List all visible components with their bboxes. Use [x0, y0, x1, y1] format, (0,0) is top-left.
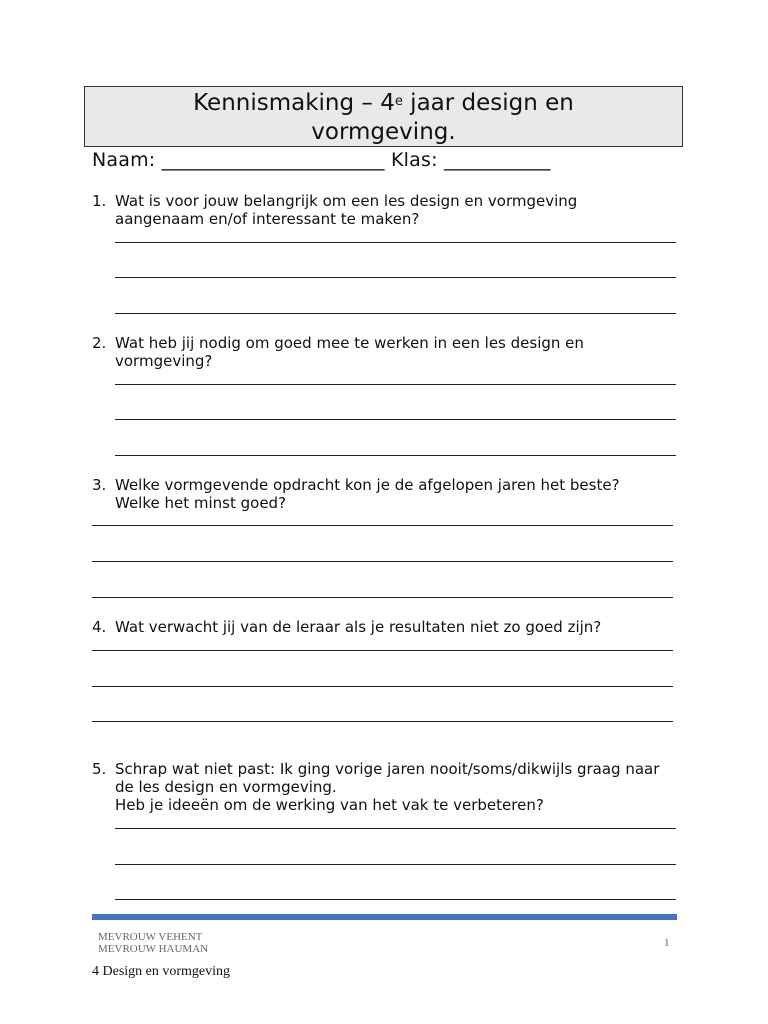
- footer-teachers: [98, 931, 208, 955]
- question-text: de les design en vormgeving.: [115, 778, 337, 796]
- question-text: Wat verwacht jij van de leraar als je resultaten niet zo goed zijn?: [115, 618, 602, 636]
- answer-line[interactable]: [92, 525, 673, 526]
- answer-line[interactable]: [115, 313, 676, 314]
- worksheet-title: [84, 86, 683, 147]
- question-number: 2.: [92, 334, 107, 352]
- answer-line[interactable]: [115, 242, 676, 243]
- question-number: 4.: [92, 618, 107, 636]
- title-superscript: e: [394, 94, 403, 109]
- question-text: aangenaam en/of interessant te maken?: [115, 210, 420, 228]
- question-text: Welke vormgevende opdracht kon je de afgelopen jaren het beste?: [115, 476, 620, 494]
- course-label: 4 Design en vormgeving: [92, 964, 231, 979]
- answer-line[interactable]: [92, 686, 673, 687]
- question-text: Welke het minst goed?: [115, 494, 287, 512]
- question-text: Heb je ideeën om de werking van het vak te verbeteren?: [115, 796, 544, 814]
- answer-line[interactable]: [92, 597, 673, 598]
- footer-divider: [92, 914, 677, 920]
- page-number: 1: [664, 937, 670, 949]
- answer-line[interactable]: [115, 828, 676, 829]
- question-number: 3.: [92, 476, 107, 494]
- answer-line[interactable]: [92, 561, 673, 562]
- title-line-1: Kennismaking – 4e jaar design en: [193, 90, 574, 116]
- answer-line[interactable]: [115, 419, 676, 420]
- question-text: Wat is voor jouw belangrijk om een les design en vormgeving: [115, 192, 578, 210]
- question-text: vormgeving?: [115, 352, 213, 370]
- answer-line[interactable]: [115, 384, 676, 385]
- answer-line[interactable]: [92, 650, 673, 651]
- question-number: 1.: [92, 192, 107, 210]
- answer-line[interactable]: [115, 864, 676, 865]
- answer-line[interactable]: [115, 455, 676, 456]
- teacher-name: MEVROUW VEHENT: [98, 931, 203, 943]
- teacher-name: MEVROUW HAUMAN: [98, 943, 209, 955]
- answer-line[interactable]: [115, 277, 676, 278]
- answer-line[interactable]: [115, 899, 676, 900]
- name-class-field[interactable]: Naam: _______________________ Klas: ___________: [92, 149, 551, 171]
- question-number: 5.: [92, 760, 107, 778]
- title-line-2: vormgeving.: [311, 119, 456, 145]
- question-text: Schrap wat niet past: Ik ging vorige jaren nooit/soms/dikwijls graag naar: [115, 760, 660, 778]
- question-text: Wat heb jij nodig om goed mee te werken in een les design en: [115, 334, 584, 352]
- answer-line[interactable]: [92, 721, 673, 722]
